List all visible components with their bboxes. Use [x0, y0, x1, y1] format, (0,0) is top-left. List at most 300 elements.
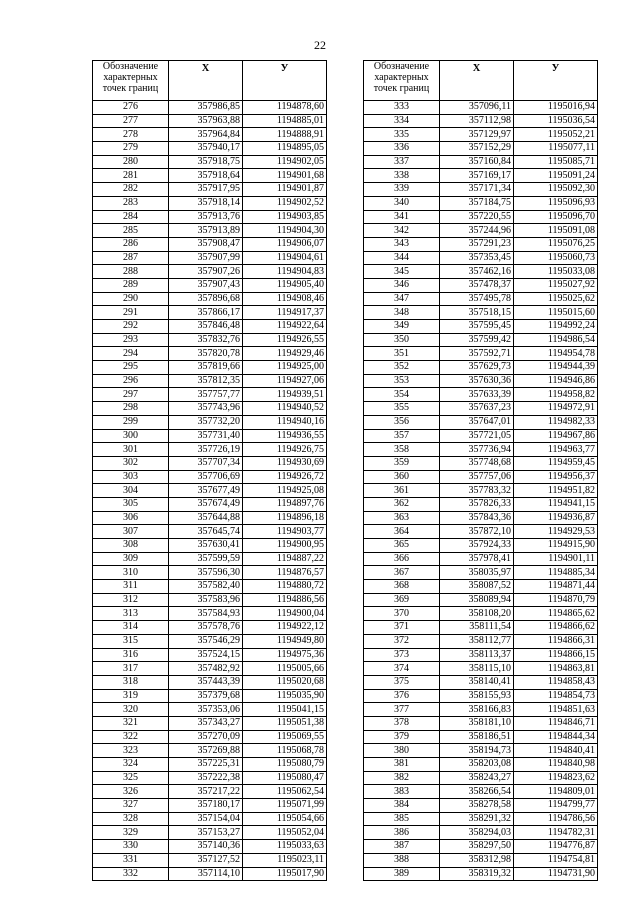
y-coordinate-cell: 1194876,57 [243, 566, 327, 580]
point-number-cell: 350 [364, 333, 440, 347]
point-number-cell: 321 [93, 716, 169, 730]
point-number-cell: 336 [364, 142, 440, 156]
y-coordinate-cell: 1195092,30 [514, 183, 598, 197]
point-number-cell: 356 [364, 415, 440, 429]
point-number-cell: 323 [93, 744, 169, 758]
x-coordinate-cell: 358312,98 [440, 853, 514, 867]
table-row [364, 101, 598, 115]
x-coordinate-cell: 357964,84 [169, 128, 243, 142]
x-coordinate-cell: 357896,68 [169, 292, 243, 306]
header-y-label: У [243, 61, 327, 101]
y-coordinate-cell: 1195096,70 [514, 210, 598, 224]
y-coordinate-cell: 1194940,16 [243, 415, 327, 429]
table-row [364, 662, 598, 676]
y-coordinate-cell: 1194922,12 [243, 621, 327, 635]
table-row [364, 320, 598, 334]
point-number-cell: 278 [93, 128, 169, 142]
point-number-cell: 377 [364, 703, 440, 717]
point-number-cell: 276 [93, 101, 169, 115]
x-coordinate-cell: 357633,39 [440, 388, 514, 402]
y-coordinate-cell: 1194925,08 [243, 484, 327, 498]
y-coordinate-cell: 1195054,66 [243, 812, 327, 826]
table-row [93, 730, 327, 744]
point-number-cell: 365 [364, 539, 440, 553]
point-number-cell: 328 [93, 812, 169, 826]
x-coordinate-cell: 357783,32 [440, 484, 514, 498]
point-number-cell: 310 [93, 566, 169, 580]
x-coordinate-cell: 357644,88 [169, 511, 243, 525]
x-coordinate-cell: 357482,92 [169, 662, 243, 676]
table-row [93, 320, 327, 334]
table-row [364, 497, 598, 511]
table-row [93, 771, 327, 785]
y-coordinate-cell: 1195080,79 [243, 758, 327, 772]
y-coordinate-cell: 1194944,39 [514, 361, 598, 375]
table-row [93, 155, 327, 169]
x-coordinate-cell: 357677,49 [169, 484, 243, 498]
y-coordinate-cell: 1194958,82 [514, 388, 598, 402]
point-number-cell: 345 [364, 265, 440, 279]
x-coordinate-cell: 357630,41 [169, 539, 243, 553]
point-number-cell: 315 [93, 634, 169, 648]
point-number-cell: 339 [364, 183, 440, 197]
x-coordinate-cell: 357222,38 [169, 771, 243, 785]
x-coordinate-cell: 357443,39 [169, 675, 243, 689]
point-number-cell: 313 [93, 607, 169, 621]
x-coordinate-cell: 357524,15 [169, 648, 243, 662]
table-row [93, 470, 327, 484]
point-number-cell: 320 [93, 703, 169, 717]
y-coordinate-cell: 1194900,95 [243, 539, 327, 553]
x-coordinate-cell: 357546,29 [169, 634, 243, 648]
table-row [364, 484, 598, 498]
x-coordinate-cell: 357924,33 [440, 539, 514, 553]
x-coordinate-cell: 357743,96 [169, 402, 243, 416]
point-number-cell: 363 [364, 511, 440, 525]
point-number-cell: 352 [364, 361, 440, 375]
table-row [364, 867, 598, 881]
y-coordinate-cell: 1194865,62 [514, 607, 598, 621]
table-row [364, 799, 598, 813]
point-number-cell: 367 [364, 566, 440, 580]
x-coordinate-cell: 357478,37 [440, 278, 514, 292]
table-row [93, 634, 327, 648]
point-number-cell: 296 [93, 374, 169, 388]
table-row [93, 675, 327, 689]
x-coordinate-cell: 357244,96 [440, 224, 514, 238]
point-number-cell: 387 [364, 840, 440, 854]
table-row [364, 525, 598, 539]
point-number-cell: 354 [364, 388, 440, 402]
y-coordinate-cell: 1194967,86 [514, 429, 598, 443]
y-coordinate-cell: 1194782,31 [514, 826, 598, 840]
x-coordinate-cell: 357726,19 [169, 443, 243, 457]
x-coordinate-cell: 358319,32 [440, 867, 514, 881]
x-coordinate-cell: 357343,27 [169, 716, 243, 730]
point-number-cell: 332 [93, 867, 169, 881]
y-coordinate-cell: 1194823,62 [514, 771, 598, 785]
table-row [364, 511, 598, 525]
point-number-cell: 284 [93, 210, 169, 224]
x-coordinate-cell: 357872,10 [440, 525, 514, 539]
point-number-cell: 358 [364, 443, 440, 457]
x-coordinate-cell: 358115,10 [440, 662, 514, 676]
table-row [93, 580, 327, 594]
point-number-cell: 359 [364, 456, 440, 470]
point-number-cell: 366 [364, 552, 440, 566]
table-row [364, 758, 598, 772]
table-row [364, 169, 598, 183]
table-row [364, 566, 598, 580]
table-row [93, 758, 327, 772]
x-coordinate-cell: 357907,99 [169, 251, 243, 265]
x-coordinate-cell: 357913,76 [169, 210, 243, 224]
y-coordinate-cell: 1194949,80 [243, 634, 327, 648]
x-coordinate-cell: 357645,74 [169, 525, 243, 539]
y-coordinate-cell: 1194840,41 [514, 744, 598, 758]
x-coordinate-cell: 357353,06 [169, 703, 243, 717]
table-row [364, 826, 598, 840]
y-coordinate-cell: 1194896,18 [243, 511, 327, 525]
y-coordinate-cell: 1195085,71 [514, 155, 598, 169]
table-row [93, 853, 327, 867]
table-row [364, 361, 598, 375]
table-row [364, 812, 598, 826]
y-coordinate-cell: 1194904,30 [243, 224, 327, 238]
x-coordinate-cell: 357907,43 [169, 278, 243, 292]
table-row [364, 675, 598, 689]
point-number-cell: 300 [93, 429, 169, 443]
point-number-cell: 383 [364, 785, 440, 799]
table-row [364, 183, 598, 197]
y-coordinate-cell: 1194903,77 [243, 525, 327, 539]
y-coordinate-cell: 1194954,78 [514, 347, 598, 361]
table-header-row [364, 61, 598, 101]
table-row [93, 703, 327, 717]
x-coordinate-cell: 357913,89 [169, 224, 243, 238]
point-number-cell: 330 [93, 840, 169, 854]
table-row [93, 456, 327, 470]
table-row [364, 470, 598, 484]
x-coordinate-cell: 358203,08 [440, 758, 514, 772]
y-coordinate-cell: 1194895,05 [243, 142, 327, 156]
y-coordinate-cell: 1195005,66 [243, 662, 327, 676]
point-number-cell: 386 [364, 826, 440, 840]
table-row [93, 251, 327, 265]
x-coordinate-cell: 358108,20 [440, 607, 514, 621]
point-number-cell: 380 [364, 744, 440, 758]
x-coordinate-cell: 357907,26 [169, 265, 243, 279]
table-row [93, 402, 327, 416]
point-number-cell: 301 [93, 443, 169, 457]
y-coordinate-cell: 1194929,53 [514, 525, 598, 539]
coordinates-table-right [363, 60, 598, 881]
x-coordinate-cell: 357918,64 [169, 169, 243, 183]
table-row [93, 799, 327, 813]
y-coordinate-cell: 1194986,54 [514, 333, 598, 347]
point-number-cell: 378 [364, 716, 440, 730]
table-row [93, 867, 327, 881]
x-coordinate-cell: 357846,48 [169, 320, 243, 334]
y-coordinate-cell: 1195052,21 [514, 128, 598, 142]
table-row [364, 265, 598, 279]
point-number-cell: 341 [364, 210, 440, 224]
x-coordinate-cell: 357171,34 [440, 183, 514, 197]
table-row [364, 840, 598, 854]
table-row [93, 484, 327, 498]
page-number: 22 [314, 38, 326, 52]
point-number-cell: 360 [364, 470, 440, 484]
y-coordinate-cell: 1195041,15 [243, 703, 327, 717]
table-row [364, 114, 598, 128]
x-coordinate-cell: 357826,33 [440, 497, 514, 511]
header-point-label: Обозначение характерных точек границ [364, 61, 440, 101]
y-coordinate-cell: 1195068,78 [243, 744, 327, 758]
y-coordinate-cell: 1194866,31 [514, 634, 598, 648]
point-number-cell: 306 [93, 511, 169, 525]
table-row [93, 785, 327, 799]
x-coordinate-cell: 358243,27 [440, 771, 514, 785]
table-row [93, 142, 327, 156]
y-coordinate-cell: 1194905,40 [243, 278, 327, 292]
y-coordinate-cell: 1194902,52 [243, 196, 327, 210]
point-number-cell: 357 [364, 429, 440, 443]
table-row [364, 292, 598, 306]
x-coordinate-cell: 357629,73 [440, 361, 514, 375]
table-row [364, 128, 598, 142]
y-coordinate-cell: 1194936,87 [514, 511, 598, 525]
point-number-cell: 373 [364, 648, 440, 662]
point-number-cell: 327 [93, 799, 169, 813]
x-coordinate-cell: 358140,41 [440, 675, 514, 689]
point-number-cell: 312 [93, 593, 169, 607]
point-number-cell: 325 [93, 771, 169, 785]
y-coordinate-cell: 1194866,62 [514, 621, 598, 635]
table-row [93, 511, 327, 525]
y-coordinate-cell: 1194946,86 [514, 374, 598, 388]
y-coordinate-cell: 1195027,92 [514, 278, 598, 292]
table-body-left [93, 101, 327, 881]
point-number-cell: 361 [364, 484, 440, 498]
x-coordinate-cell: 357462,16 [440, 265, 514, 279]
table-row [364, 388, 598, 402]
x-coordinate-cell: 357832,76 [169, 333, 243, 347]
coordinates-table-left [92, 60, 327, 881]
table-row [364, 456, 598, 470]
point-number-cell: 319 [93, 689, 169, 703]
point-number-cell: 342 [364, 224, 440, 238]
y-coordinate-cell: 1195096,93 [514, 196, 598, 210]
x-coordinate-cell: 357721,05 [440, 429, 514, 443]
y-coordinate-cell: 1194901,87 [243, 183, 327, 197]
point-number-cell: 297 [93, 388, 169, 402]
point-number-cell: 311 [93, 580, 169, 594]
y-coordinate-cell: 1195016,94 [514, 101, 598, 115]
point-number-cell: 295 [93, 361, 169, 375]
y-coordinate-cell: 1195023,11 [243, 853, 327, 867]
table-row [364, 224, 598, 238]
table-row [93, 840, 327, 854]
table-row [364, 552, 598, 566]
x-coordinate-cell: 357353,45 [440, 251, 514, 265]
y-coordinate-cell: 1195052,04 [243, 826, 327, 840]
table-row [93, 374, 327, 388]
x-coordinate-cell: 357843,36 [440, 511, 514, 525]
y-coordinate-cell: 1195062,54 [243, 785, 327, 799]
table-row [364, 716, 598, 730]
point-number-cell: 303 [93, 470, 169, 484]
y-coordinate-cell: 1195033,63 [243, 840, 327, 854]
x-coordinate-cell: 357152,29 [440, 142, 514, 156]
table-row [93, 224, 327, 238]
point-number-cell: 292 [93, 320, 169, 334]
y-coordinate-cell: 1194844,34 [514, 730, 598, 744]
table-row [364, 251, 598, 265]
x-coordinate-cell: 357647,01 [440, 415, 514, 429]
point-number-cell: 324 [93, 758, 169, 772]
x-coordinate-cell: 357630,36 [440, 374, 514, 388]
point-number-cell: 338 [364, 169, 440, 183]
y-coordinate-cell: 1194927,06 [243, 374, 327, 388]
table-row [364, 196, 598, 210]
table-row [93, 265, 327, 279]
point-number-cell: 287 [93, 251, 169, 265]
table-row [364, 306, 598, 320]
point-number-cell: 347 [364, 292, 440, 306]
table-header-row [93, 61, 327, 101]
x-coordinate-cell: 357940,17 [169, 142, 243, 156]
point-number-cell: 379 [364, 730, 440, 744]
x-coordinate-cell: 357129,97 [440, 128, 514, 142]
x-coordinate-cell: 357963,88 [169, 114, 243, 128]
x-coordinate-cell: 357518,15 [440, 306, 514, 320]
table-row [364, 580, 598, 594]
y-coordinate-cell: 1194936,55 [243, 429, 327, 443]
y-coordinate-cell: 1195051,38 [243, 716, 327, 730]
table-row [93, 525, 327, 539]
y-coordinate-cell: 1194926,72 [243, 470, 327, 484]
y-coordinate-cell: 1194963,77 [514, 443, 598, 457]
point-number-cell: 283 [93, 196, 169, 210]
y-coordinate-cell: 1194863,81 [514, 662, 598, 676]
x-coordinate-cell: 357291,23 [440, 237, 514, 251]
table-row [364, 703, 598, 717]
x-coordinate-cell: 358089,94 [440, 593, 514, 607]
point-number-cell: 290 [93, 292, 169, 306]
y-coordinate-cell: 1194900,04 [243, 607, 327, 621]
y-coordinate-cell: 1194901,11 [514, 552, 598, 566]
point-number-cell: 307 [93, 525, 169, 539]
x-coordinate-cell: 358186,51 [440, 730, 514, 744]
table-row [93, 306, 327, 320]
header-x-label: X [169, 61, 243, 101]
y-coordinate-cell: 1194858,43 [514, 675, 598, 689]
table-row [364, 142, 598, 156]
y-coordinate-cell: 1194754,81 [514, 853, 598, 867]
y-coordinate-cell: 1194939,51 [243, 388, 327, 402]
x-coordinate-cell: 358113,37 [440, 648, 514, 662]
table-row [93, 593, 327, 607]
table-row [93, 744, 327, 758]
x-coordinate-cell: 358294,03 [440, 826, 514, 840]
point-number-cell: 326 [93, 785, 169, 799]
point-number-cell: 351 [364, 347, 440, 361]
y-coordinate-cell: 1195060,73 [514, 251, 598, 265]
point-number-cell: 382 [364, 771, 440, 785]
y-coordinate-cell: 1195091,24 [514, 169, 598, 183]
point-number-cell: 285 [93, 224, 169, 238]
y-coordinate-cell: 1194982,33 [514, 415, 598, 429]
x-coordinate-cell: 357596,30 [169, 566, 243, 580]
y-coordinate-cell: 1194870,79 [514, 593, 598, 607]
table-row [364, 415, 598, 429]
header-x-label: X [440, 61, 514, 101]
y-coordinate-cell: 1195076,25 [514, 237, 598, 251]
point-number-cell: 316 [93, 648, 169, 662]
x-coordinate-cell: 357812,35 [169, 374, 243, 388]
table-row [364, 593, 598, 607]
x-coordinate-cell: 357986,85 [169, 101, 243, 115]
y-coordinate-cell: 1194992,24 [514, 320, 598, 334]
point-number-cell: 368 [364, 580, 440, 594]
point-number-cell: 346 [364, 278, 440, 292]
point-number-cell: 337 [364, 155, 440, 169]
table-row [93, 607, 327, 621]
x-coordinate-cell: 357495,78 [440, 292, 514, 306]
x-coordinate-cell: 357169,17 [440, 169, 514, 183]
table-row [93, 347, 327, 361]
point-number-cell: 282 [93, 183, 169, 197]
x-coordinate-cell: 357184,75 [440, 196, 514, 210]
point-number-cell: 280 [93, 155, 169, 169]
y-coordinate-cell: 1194975,36 [243, 648, 327, 662]
x-coordinate-cell: 358035,97 [440, 566, 514, 580]
table-row [93, 210, 327, 224]
y-coordinate-cell: 1195035,90 [243, 689, 327, 703]
table-row [364, 402, 598, 416]
point-number-cell: 349 [364, 320, 440, 334]
y-coordinate-cell: 1194885,01 [243, 114, 327, 128]
point-number-cell: 385 [364, 812, 440, 826]
y-coordinate-cell: 1194903,85 [243, 210, 327, 224]
x-coordinate-cell: 358181,10 [440, 716, 514, 730]
y-coordinate-cell: 1194904,61 [243, 251, 327, 265]
y-coordinate-cell: 1194878,60 [243, 101, 327, 115]
table-row [364, 210, 598, 224]
point-number-cell: 279 [93, 142, 169, 156]
y-coordinate-cell: 1194888,91 [243, 128, 327, 142]
y-coordinate-cell: 1194926,75 [243, 443, 327, 457]
x-coordinate-cell: 357757,77 [169, 388, 243, 402]
y-coordinate-cell: 1195020,68 [243, 675, 327, 689]
table-row [364, 744, 598, 758]
table-row [364, 443, 598, 457]
point-number-cell: 388 [364, 853, 440, 867]
y-coordinate-cell: 1194922,64 [243, 320, 327, 334]
y-coordinate-cell: 1194901,68 [243, 169, 327, 183]
x-coordinate-cell: 357820,78 [169, 347, 243, 361]
table-row [93, 128, 327, 142]
x-coordinate-cell: 357578,76 [169, 621, 243, 635]
point-number-cell: 277 [93, 114, 169, 128]
x-coordinate-cell: 358111,54 [440, 621, 514, 635]
point-number-cell: 304 [93, 484, 169, 498]
x-coordinate-cell: 358297,50 [440, 840, 514, 854]
y-coordinate-cell: 1194926,55 [243, 333, 327, 347]
x-coordinate-cell: 357582,40 [169, 580, 243, 594]
table-row [93, 169, 327, 183]
y-coordinate-cell: 1195015,60 [514, 306, 598, 320]
